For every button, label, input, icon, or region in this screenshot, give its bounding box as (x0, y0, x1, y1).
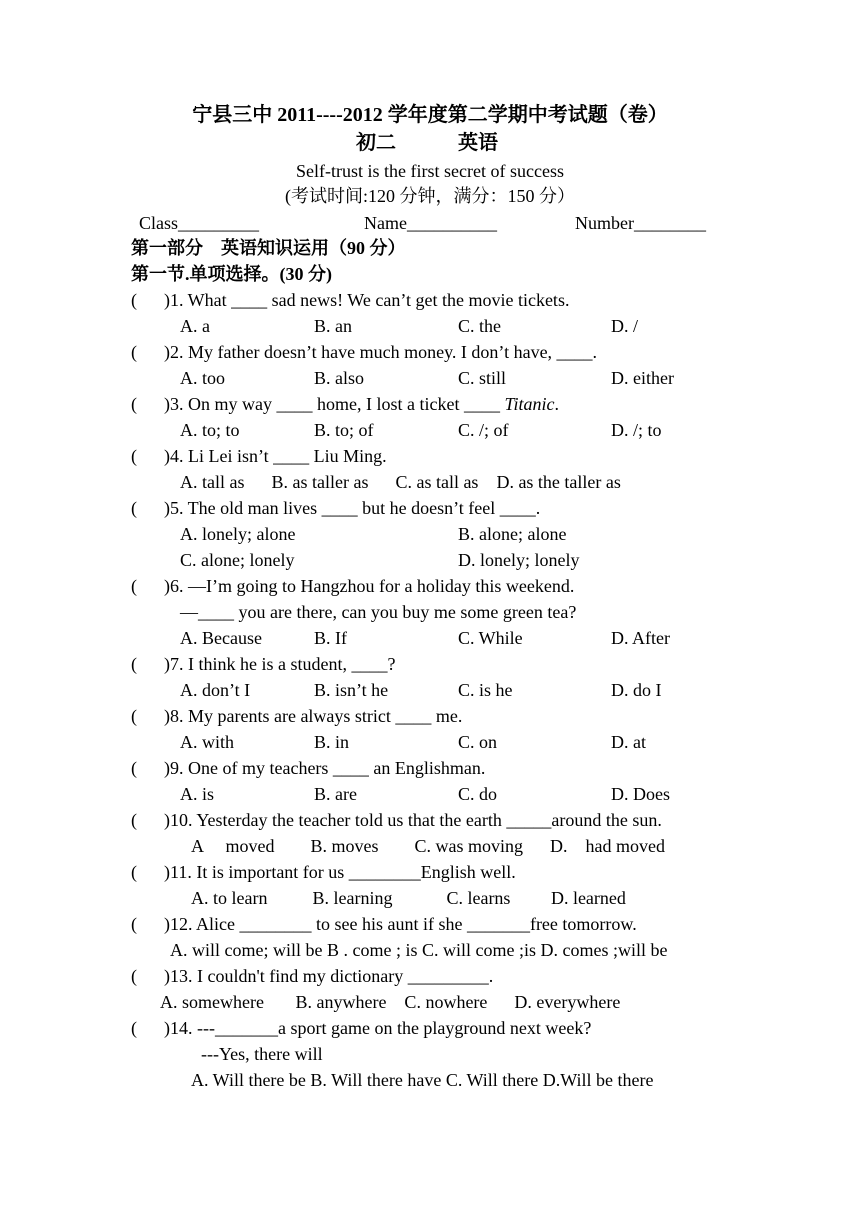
class-field: Class_________ (139, 213, 260, 233)
q5-option-b: B. alone; alone (458, 524, 567, 544)
q5-option-a: A. lonely; alone (180, 524, 296, 544)
q2-option-c: C. still (458, 368, 507, 388)
question-3 (131, 393, 559, 415)
question-12: ( )12. Alice ________ to see his aunt if she _______free tomorrow. (131, 914, 637, 934)
question-2: ( )2. My father doesn’t have much money. I don’t have, ____. (131, 342, 598, 362)
subject-label: 英语 (458, 132, 498, 154)
q11-options: A. to learn B. learning C. learns D. learned (191, 888, 626, 908)
q7-option-d: D. do I (611, 680, 662, 700)
q7-option-a: A. don’t I (180, 680, 251, 700)
q4-options: A. tall as B. as taller as C. as tall as D. as the taller as (180, 472, 621, 492)
q3-stem-italic: Titanic (504, 394, 555, 414)
question-1: ( )1. What ____ sad news! We can’t get the movie tickets. (131, 290, 570, 310)
q8-option-d: D. at (611, 732, 646, 752)
question-6: ( )6. —I’m going to Hangzhou for a holiday this weekend. (131, 576, 575, 596)
q5-option-c: C. alone; lonely (180, 550, 295, 570)
q9-option-c: C. do (458, 784, 498, 804)
motto: Self-trust is the first secret of success (296, 161, 564, 181)
q7-option-b: B. isn’t he (314, 680, 389, 700)
question-6-line2: —____ you are there, can you buy me some green tea? (180, 602, 577, 622)
q8-option-a: A. with (180, 732, 234, 752)
q3-option-d: D. /; to (611, 420, 662, 440)
q9-option-b: B. are (314, 784, 357, 804)
q3-option-b: B. to; of (314, 420, 374, 440)
q3-option-a: A. to; to (180, 420, 240, 440)
q2-option-a: A. too (180, 368, 225, 388)
question-14: ( )14. ---_______a sport game on the playground next week? (131, 1018, 592, 1038)
q8-option-b: B. in (314, 732, 350, 752)
q6-option-b: B. If (314, 628, 347, 648)
q1-option-a: A. a (180, 316, 210, 336)
grade-label: 初二 (356, 132, 396, 154)
question-14-line2: ---Yes, there will (201, 1044, 323, 1064)
q6-option-a: A. Because (180, 628, 262, 648)
exam-title: 宁县三中 2011----2012 学年度第二学期中考试题（卷） (192, 104, 668, 126)
name-field: Name__________ (364, 213, 497, 233)
question-10: ( )10. Yesterday the teacher told us that the earth _____around the sun. (131, 810, 662, 830)
q6-option-c: C. While (458, 628, 523, 648)
question-9: ( )9. One of my teachers ____ an Englishman. (131, 758, 486, 778)
q3-stem-b: . (554, 394, 559, 414)
question-11: ( )11. It is important for us ________English well. (131, 862, 516, 882)
q1-option-c: C. the (458, 316, 501, 336)
question-7: ( )7. I think he is a student, ____? (131, 654, 396, 674)
question-13: ( )13. I couldn't find my dictionary _________. (131, 966, 494, 986)
q3-option-c: C. /; of (458, 420, 509, 440)
q1-option-d: D. / (611, 316, 638, 336)
q9-option-d: D. Does (611, 784, 670, 804)
q1-option-b: B. an (314, 316, 352, 336)
question-8: ( )8. My parents are always strict ____ me. (131, 706, 463, 726)
question-4: ( )4. Li Lei isn’t ____ Liu Ming. (131, 446, 387, 466)
q8-option-c: C. on (458, 732, 498, 752)
q7-option-c: C. is he (458, 680, 513, 700)
q13-options: A. somewhere B. anywhere C. nowhere D. everywhere (160, 992, 621, 1012)
q6-option-d: D. After (611, 628, 670, 648)
section1-heading: 第一节.单项选择。(30 分) (131, 264, 332, 284)
q10-options: A moved B. moves C. was moving D. had moved (191, 836, 665, 856)
number-field: Number________ (575, 213, 706, 233)
part1-heading: 第一部分 英语知识运用（90 分） (131, 238, 406, 258)
q12-options: A. will come; will be B . come ; is C. will come ;is D. comes ;will be (170, 940, 668, 960)
exam-info: (考试时间:120 分钟，满分：150 分） (285, 186, 575, 206)
q9-option-a: A. is (180, 784, 215, 804)
q2-option-d: D. either (611, 368, 674, 388)
q3-stem-a: ( )3. On my way ____ home, I lost a ticket ____ (131, 394, 505, 414)
q2-option-b: B. also (314, 368, 365, 388)
q5-option-d: D. lonely; lonely (458, 550, 580, 570)
q14-options: A. Will there be B. Will there have C. Will there D.Will be there (191, 1070, 654, 1090)
question-5: ( )5. The old man lives ____ but he doesn’t feel ____. (131, 498, 541, 518)
